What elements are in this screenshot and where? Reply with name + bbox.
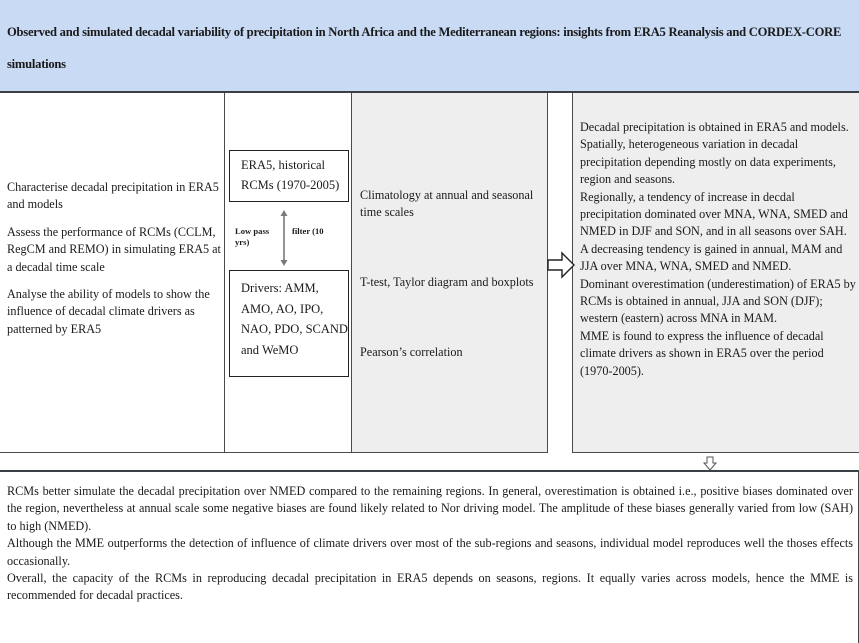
result-paragraph: Decadal precipitation is obtained in ERA5 and models. (580, 120, 849, 134)
conclusion-paragraph: Although the MME outperforms the detection of influence of climate drivers over most of the sub-regions and seasons, individual model reproduces well the thoses effects occasionally. (7, 536, 853, 568)
method-item: T-test, Taylor diagram and boxplots (360, 275, 534, 289)
datasets-box: ERA5, historical RCMs (1970-2005) (229, 150, 349, 202)
filter-label-right: filter (10 (292, 226, 324, 236)
objective-item: Assess the performance of RCMs (CCLM, RegCM and REMO) in simulating ERA5 at a decadal time scale (7, 224, 221, 274)
down-arrow-icon (703, 456, 717, 471)
conclusion-text (7, 483, 853, 605)
drivers-box: Drivers: AMM, AMO, AO, IPO, NAO, PDO, SCAND and WeMO (229, 270, 349, 377)
result-paragraph: Regionally, a tendency of increase in decdal precipitation dominated over MNA, WNA, SMED and NMED in DJF and SON, and in all seasons over SAH. A decreasing tendency is gained in annual, MAM and JJA over MNA, WNA, SMED and NMED. (580, 189, 848, 274)
objectives-list (7, 179, 223, 348)
conclusion-paragraph: RCMs better simulate the decadal precipitation over NMED compared to the remaining regions. In general, overestimation is obtained i.e., positive biases dominated over the region, nevertheless at annual scale some negative biases are found likely related to Nor driving model. The amplitude of these biases generally varied from low (SAH) to high (NMED). (7, 484, 853, 533)
objective-item: Characterise decadal precipitation in ERA5 and models (7, 180, 219, 212)
objective-item: Analyse the ability of models to show the influence of decadal climate drivers as patterned by ERA5 (7, 287, 210, 336)
result-paragraph: MME is found to express the influence of decadal climate drivers as shown in ERA5 over the period (1970-2005). (580, 328, 824, 378)
diagram-title: Observed and simulated decadal variability of precipitation in North Africa and the Mediterranean regions: insights from ERA5 Reanalysis and CORDEX-CORE simulations (7, 25, 842, 71)
double-vertical-arrow-icon (278, 210, 290, 266)
result-paragraph: Dominant overestimation (underestimation) of ERA5 by RCMs is obtained in annual, JJA and SON (DJF); western (eastern) across MNA in MAM. (580, 276, 856, 326)
methods-panel (351, 93, 548, 453)
results-text (580, 119, 856, 380)
method-item: Climatology at annual and seasonal time scales (360, 188, 534, 220)
result-paragraph: Spatially, heterogeneous variation in decadal precipitation depending mostly on data experiments, region and seasons. (580, 137, 836, 187)
filter-label-left: Low pass yrs) (235, 226, 270, 247)
method-item: Pearson’s correlation (360, 345, 463, 359)
right-arrow-icon (547, 251, 575, 279)
conclusion-paragraph: Overall, the capacity of the RCMs in reproducing decadal precipitation in ERA5 depends on seasons, regions. It equally varies across models, hence the MME is recommended for decadal practices. (7, 571, 853, 603)
